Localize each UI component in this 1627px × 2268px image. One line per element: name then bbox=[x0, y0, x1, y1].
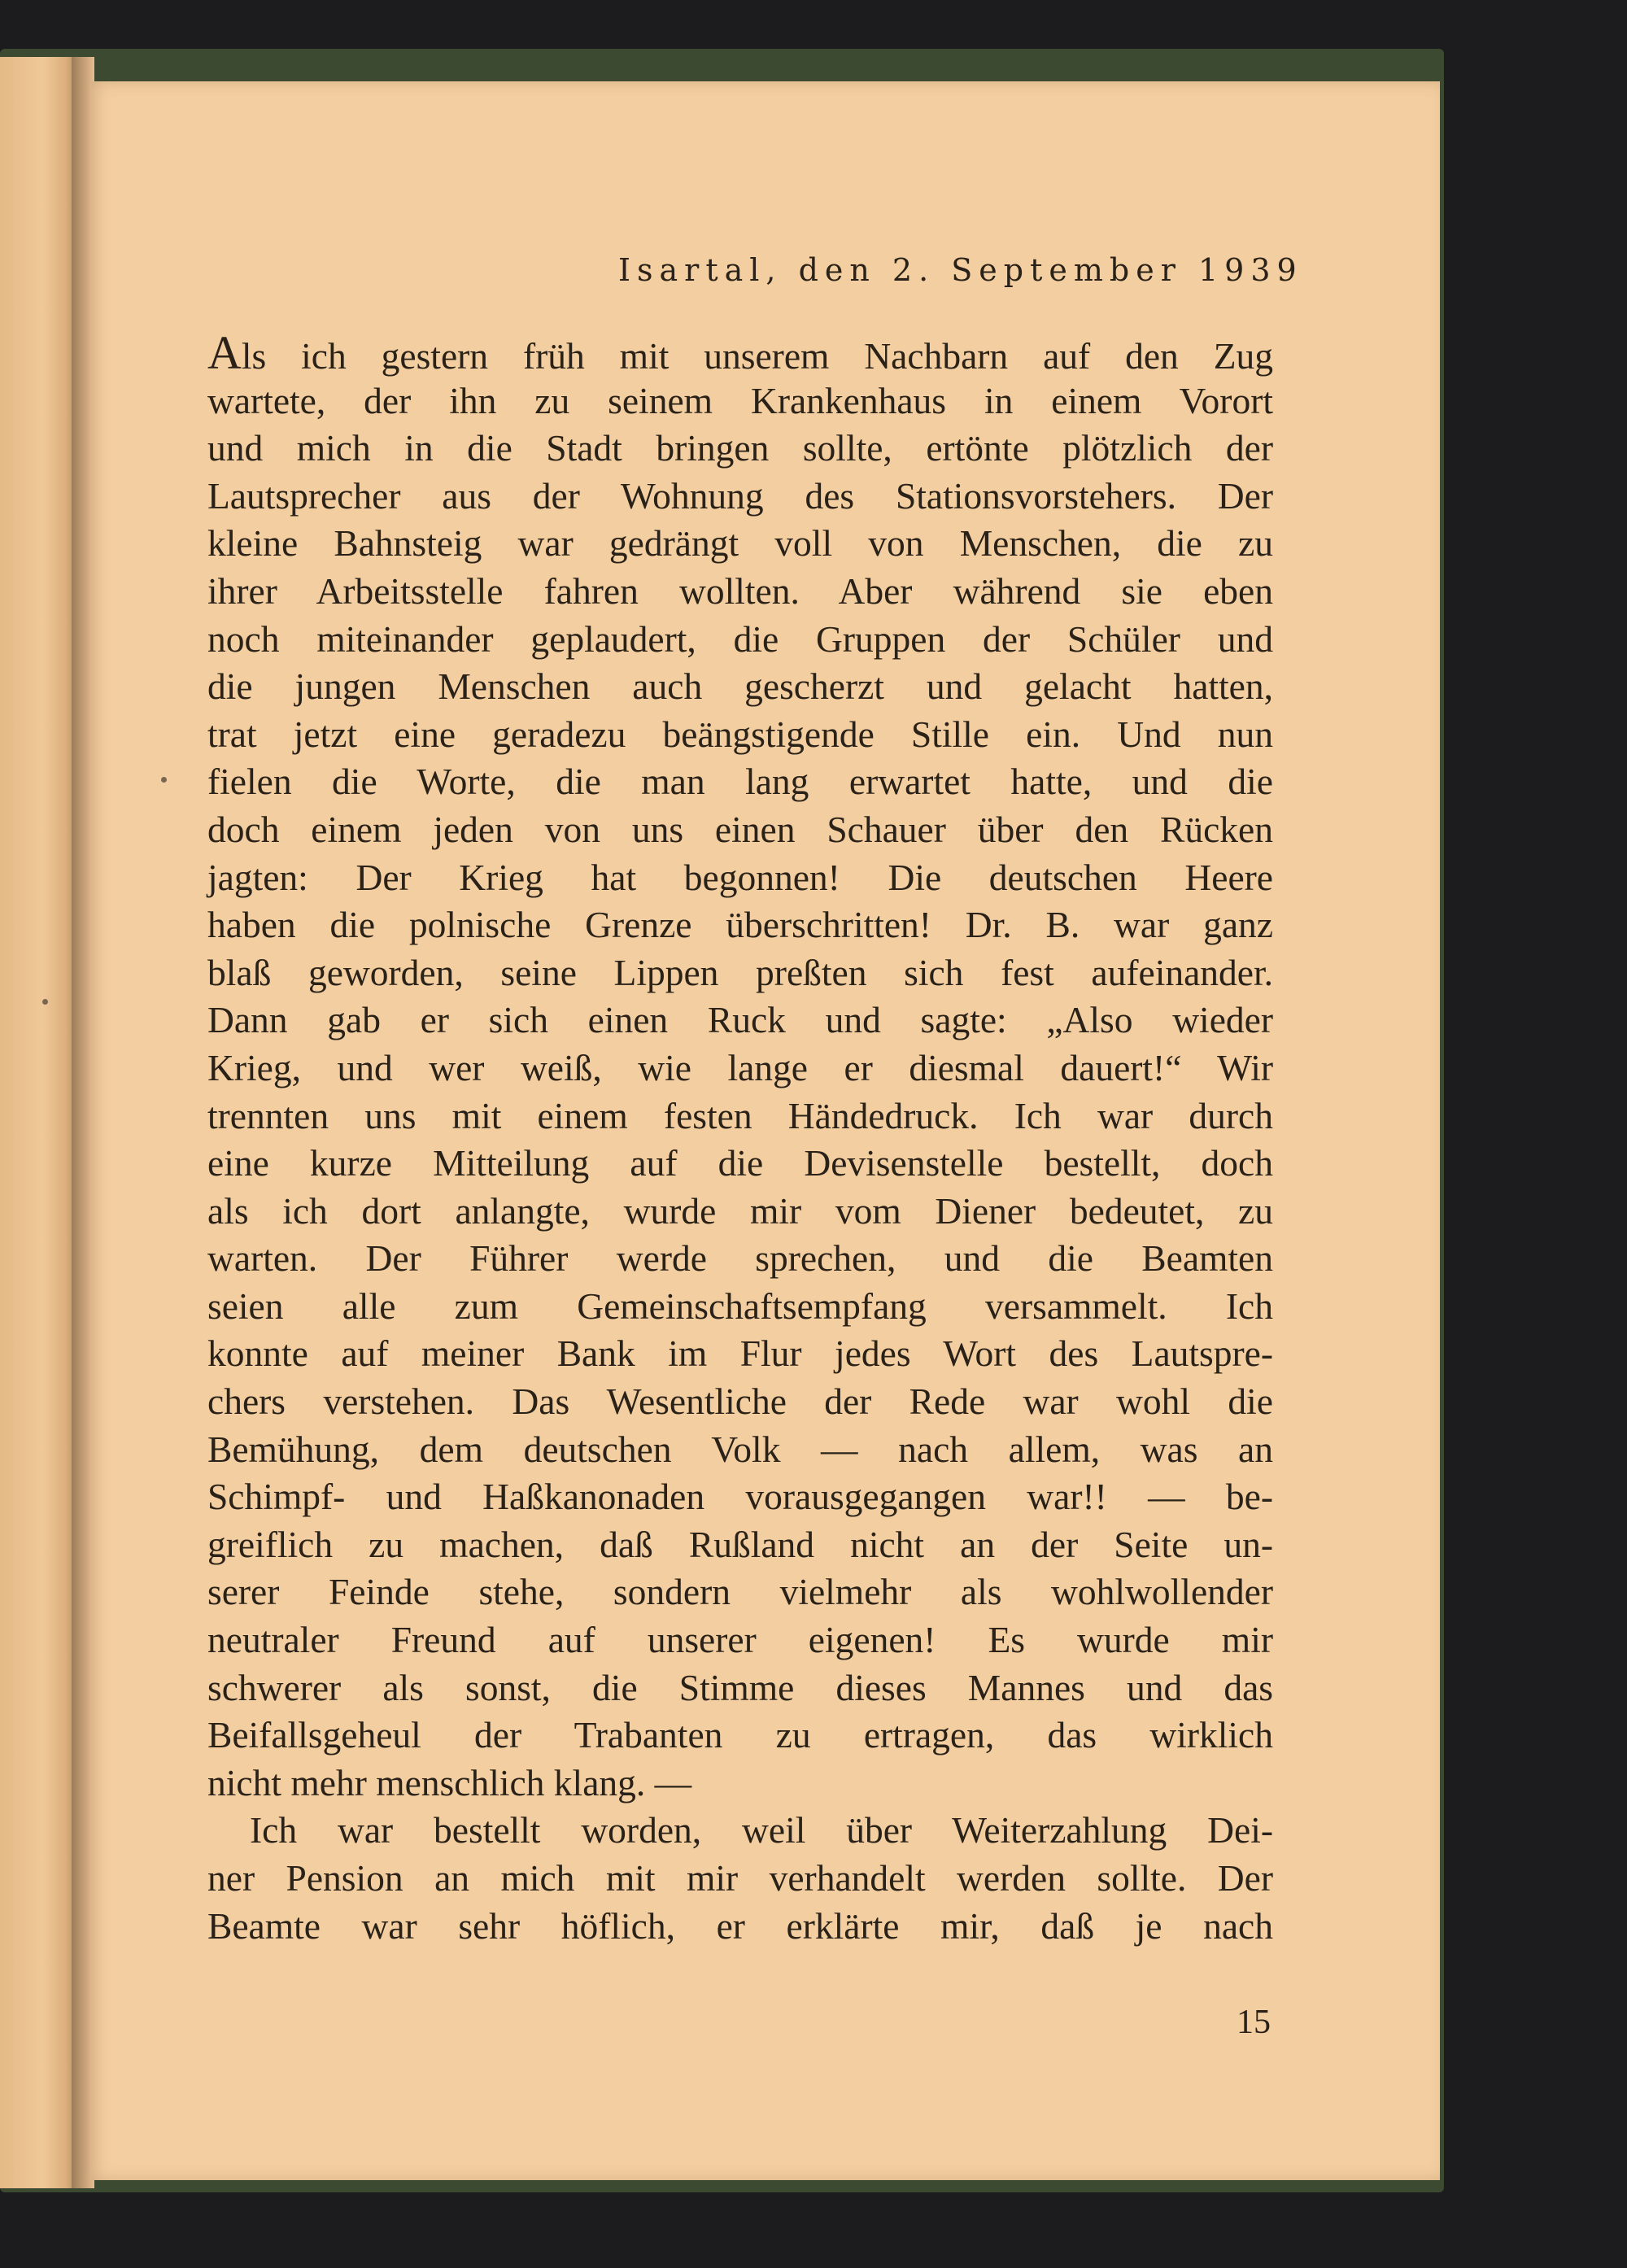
left-page-edge bbox=[0, 57, 77, 2188]
page-header-date: Isartal, den 2. September 1939 bbox=[618, 252, 1303, 288]
paper-speck bbox=[161, 777, 167, 783]
text-line: kleine Bahnsteig war gedrängt voll von Menschen, die zu bbox=[207, 522, 1273, 565]
text-line: fielen die Worte, die man lang erwartet hatte, und die bbox=[207, 761, 1273, 803]
text-line: als ich dort anlangte, wurde mir vom Diener bedeutet, zu bbox=[207, 1189, 1273, 1232]
text-line: Beamte war sehr höflich, er erklärte mir, daß je nach bbox=[207, 1904, 1273, 1947]
text-line: schwerer als sonst, die Stimme dieses Mannes und das bbox=[207, 1666, 1273, 1708]
text-line: chers verstehen. Das Wesentliche der Rede war wohl die bbox=[207, 1380, 1273, 1423]
text-line: haben die polnische Grenze überschritten! Dr. B. war ganz bbox=[207, 904, 1273, 946]
text-line: Bemühung, dem deutschen Volk — nach allem, was an bbox=[207, 1428, 1273, 1470]
text-line: seien alle zum Gemeinschaftsempfang versammelt. Ich bbox=[207, 1284, 1273, 1327]
text-line: Ich war bestellt worden, weil über Weiterzahlung Dei- bbox=[250, 1809, 1273, 1851]
text-line: wartete, der ihn zu seinem Krankenhaus in einem Vorort bbox=[207, 379, 1273, 421]
text-line: blaß geworden, seine Lippen preßten sich fest aufeinander. bbox=[207, 951, 1273, 993]
text-line: trat jetzt eine geradezu beängstigende Stille ein. Und nun bbox=[207, 713, 1273, 755]
body-text bbox=[207, 326, 1273, 1950]
text-line: nicht mehr menschlich klang. — bbox=[207, 1761, 692, 1803]
text-line bbox=[207, 326, 1273, 379]
text-line: eine kurze Mitteilung auf die Devisenstelle bestellt, doch bbox=[207, 1142, 1273, 1184]
text-line: Lautsprecher aus der Wohnung des Stationsvorstehers. Der bbox=[207, 474, 1273, 517]
text-line: Krieg, und wer weiß, wie lange er diesmal dauert!“ Wir bbox=[207, 1046, 1273, 1088]
text-line: ihrer Arbeitsstelle fahren wollten. Aber während sie eben bbox=[207, 569, 1273, 612]
text-line: ner Pension an mich mit mir verhandelt werden sollte. Der bbox=[207, 1857, 1273, 1899]
text-line: konnte auf meiner Bank im Flur jedes Wort des Lautspre- bbox=[207, 1332, 1273, 1375]
paper-speck bbox=[42, 999, 48, 1005]
text-line: doch einem jeden von uns einen Schauer über den Rücken bbox=[207, 808, 1273, 850]
text-line: noch miteinander geplaudert, die Gruppen der Schüler und bbox=[207, 617, 1273, 660]
text-line: greiflich zu machen, daß Rußland nicht an der Seite un- bbox=[207, 1523, 1273, 1565]
initial-letter: A bbox=[207, 326, 242, 379]
text-line: serer Feinde stehe, sondern vielmehr als wohlwollender bbox=[207, 1571, 1273, 1613]
text-line: trennten uns mit einem festen Händedruck. Ich war durch bbox=[207, 1094, 1273, 1136]
text-line: und mich in die Stadt bringen sollte, ertönte plötzlich der bbox=[207, 427, 1273, 469]
text-line-content: ls ich gestern früh mit unserem Nachbarn auf den Zug bbox=[241, 335, 1273, 377]
text-line: Dann gab er sich einen Ruck und sagte: „Also wieder bbox=[207, 999, 1273, 1041]
text-line: jagten: Der Krieg hat begonnen! Die deutschen Heere bbox=[207, 856, 1273, 898]
text-line: die jungen Menschen auch gescherzt und gelacht hatten, bbox=[207, 665, 1273, 708]
text-line: Schimpf- und Haßkanonaden vorausgegangen war!! — be- bbox=[207, 1476, 1273, 1518]
text-line: warten. Der Führer werde sprechen, und die Beamten bbox=[207, 1237, 1273, 1280]
text-line: neutraler Freund auf unserer eigenen! Es wurde mir bbox=[207, 1619, 1273, 1661]
page-number: 15 bbox=[1237, 2004, 1271, 2041]
text-line: Beifallsgeheul der Trabanten zu ertragen, das wirklich bbox=[207, 1714, 1273, 1756]
